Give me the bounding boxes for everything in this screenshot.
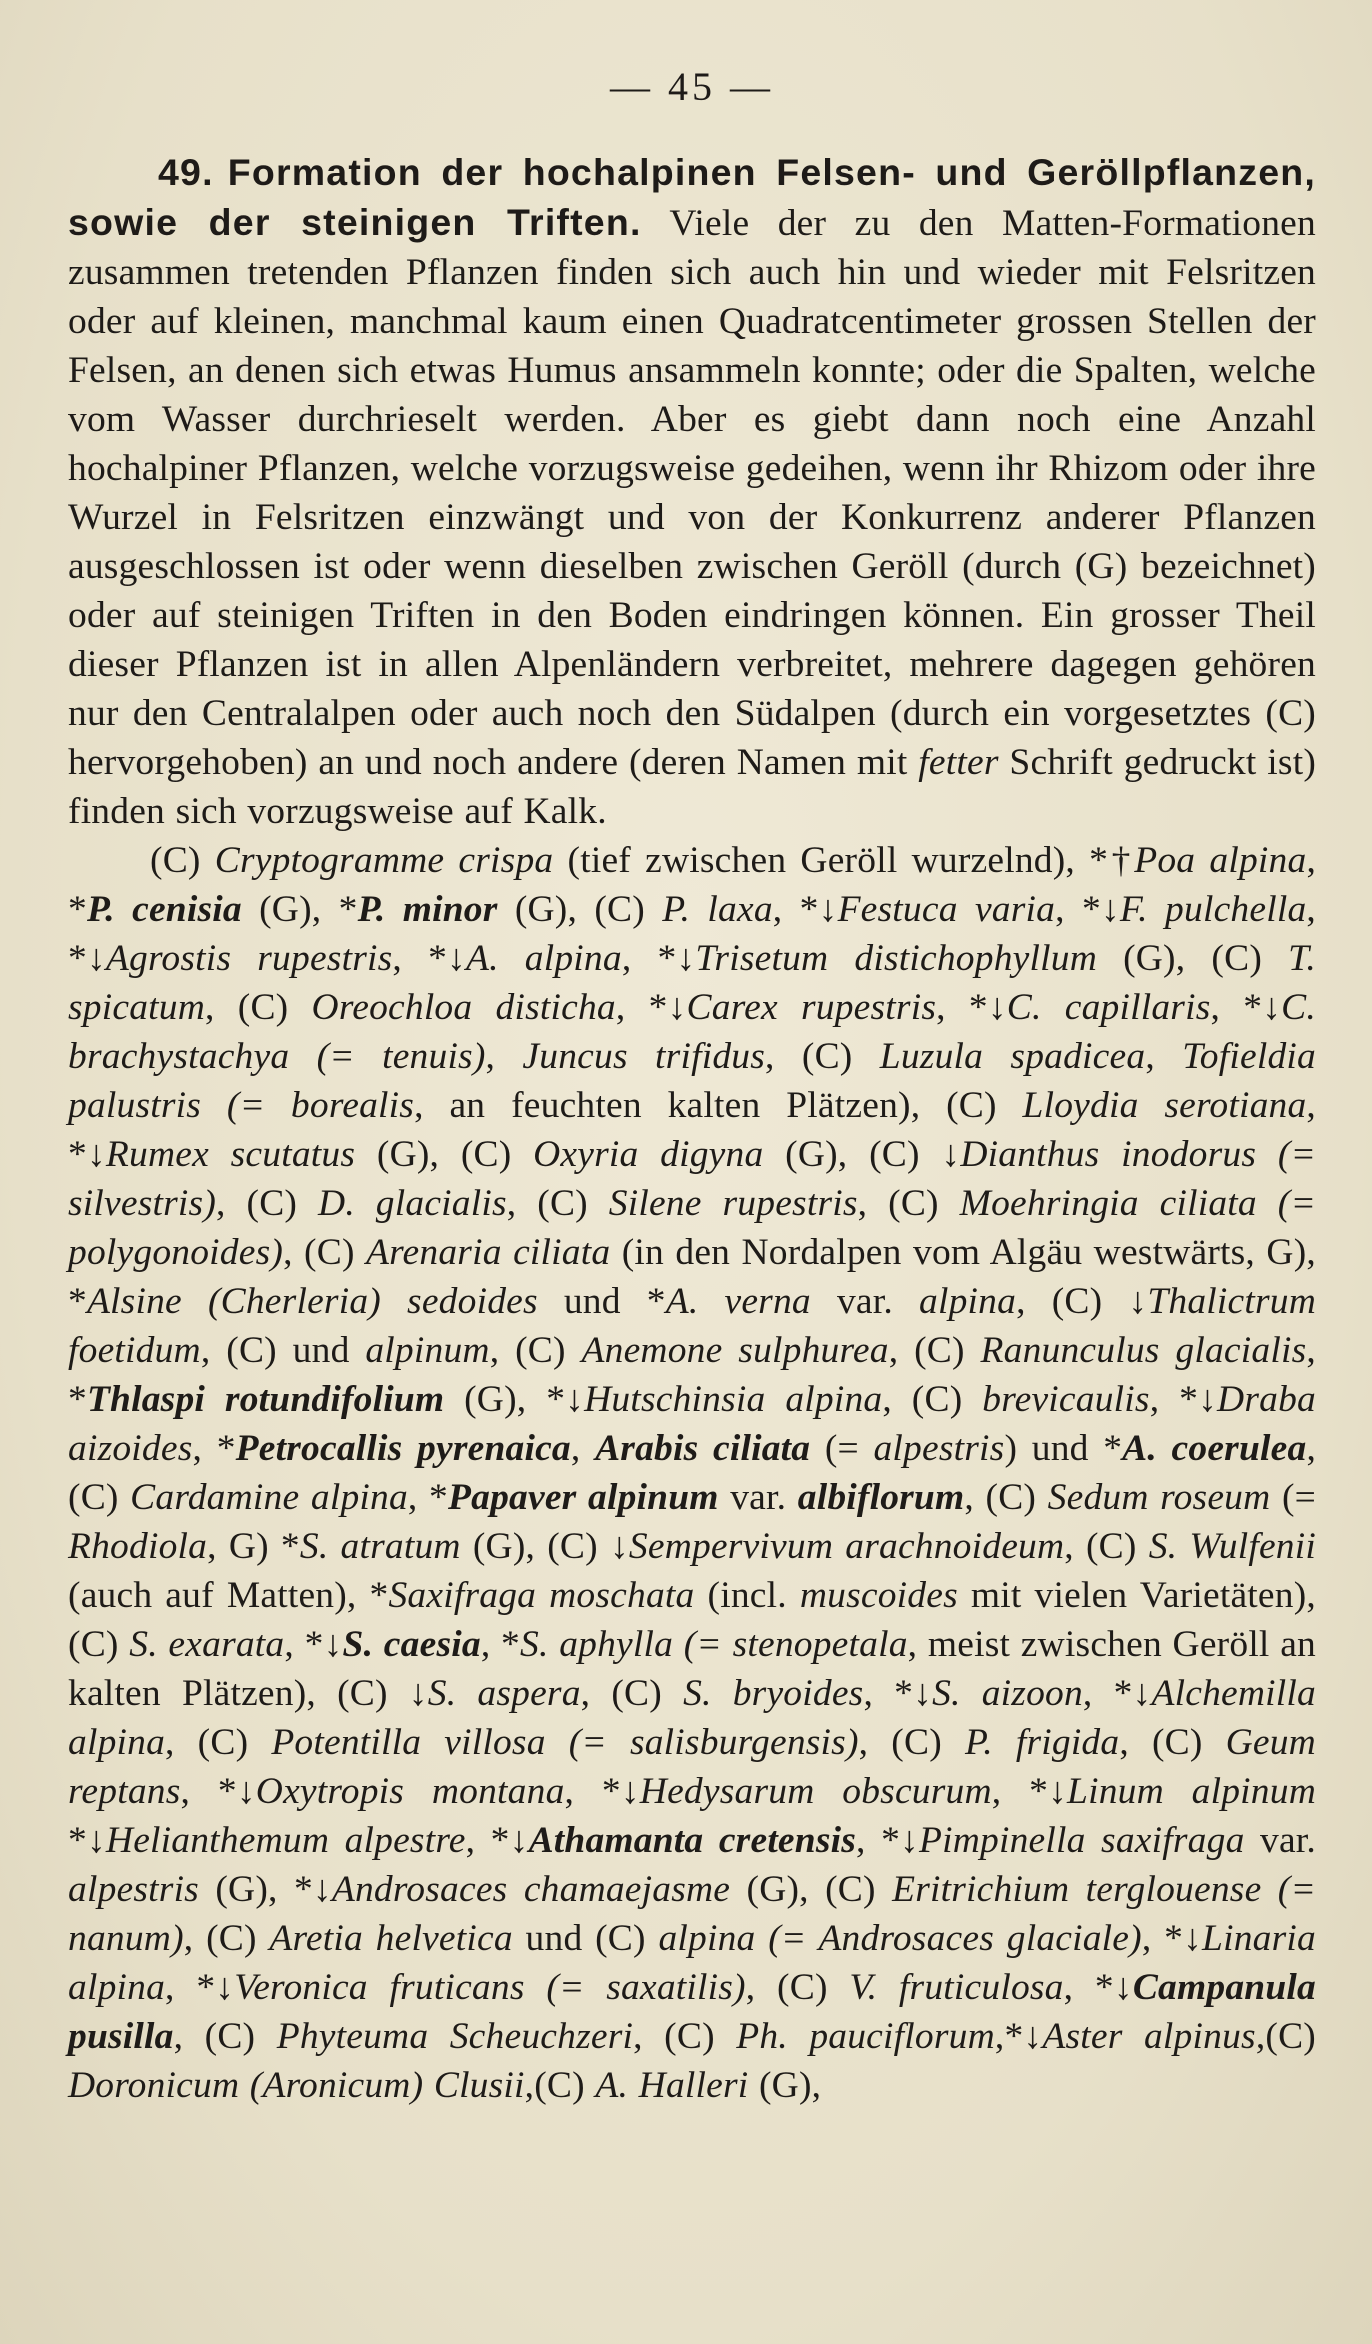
- species-name: Juncus trifidus: [522, 1036, 766, 1077]
- species-text: , *↓: [564, 1771, 640, 1812]
- species-name: S. exarata: [129, 1624, 285, 1665]
- species-text: (G), (C): [497, 889, 663, 930]
- species-text: , *: [192, 1428, 236, 1469]
- species-name: Androsaces chamaejasme: [331, 1869, 731, 1910]
- species-name-bold: Petrocallis pyrenaica: [235, 1428, 571, 1469]
- species-text: , *↓: [936, 987, 1007, 1028]
- species-name: Pimpinella saxifraga: [919, 1820, 1245, 1861]
- species-name: P. frigida: [964, 1722, 1120, 1763]
- species-name: Veronica fruticans (= saxatilis): [234, 1967, 746, 2008]
- species-text: (G), (C) ↓: [763, 1134, 961, 1175]
- species-text: ) und *: [1004, 1428, 1123, 1469]
- species-text: , (C): [888, 1330, 981, 1371]
- species-name: A. alpina: [466, 938, 622, 979]
- species-name-bold: Athamanta cretensis: [528, 1820, 857, 1861]
- species-text: , (C): [68, 1428, 1317, 1518]
- species-name: Helianthemum alpestre: [105, 1820, 466, 1861]
- species-text: , (C): [283, 1232, 367, 1273]
- species-text: , (C): [633, 2016, 737, 2057]
- species-text: , (C): [1064, 1526, 1149, 1567]
- species-text: , *↓: [284, 1624, 343, 1665]
- species-name: Oxytropis montana: [255, 1771, 565, 1812]
- species-name: S. atratum: [299, 1526, 461, 1567]
- species-text: , *↓: [465, 1820, 529, 1861]
- species-text: , (C): [489, 1330, 582, 1371]
- species-name: Cardamine alpina: [130, 1477, 408, 1518]
- species-text: (G), (C): [355, 1134, 534, 1175]
- species-text: , (C): [580, 1673, 684, 1714]
- species-name: Hutschinsia alpina: [584, 1379, 883, 1420]
- species-text: (G),: [748, 2065, 822, 2106]
- species-name: Rhodiola: [68, 1526, 208, 1567]
- species-name-bold: Thlaspi rotundifolium: [86, 1379, 445, 1420]
- species-text: , (C): [165, 1722, 272, 1763]
- species-name: Alchemilla alpina: [68, 1673, 1316, 1763]
- species-text: , *↓: [1210, 987, 1282, 1028]
- species-text: (=: [810, 1428, 874, 1469]
- species-text: , *↓: [621, 938, 696, 979]
- species-text: (G), *↓: [444, 1379, 585, 1420]
- species-name: Hedysarum obscurum: [639, 1771, 992, 1812]
- species-name: S. Wulfenii: [1148, 1526, 1316, 1567]
- species-name: Oreochloa disticha: [311, 987, 616, 1028]
- species-text: , *: [407, 1477, 449, 1518]
- species-name: Ph. pauciflorum: [736, 2016, 995, 2057]
- species-name: Trisetum distichophyllum: [695, 938, 1097, 979]
- species-text: , (C): [964, 1477, 1048, 1518]
- species-name: Sedum roseum: [1047, 1477, 1271, 1518]
- species-name: D. glacialis: [318, 1183, 507, 1224]
- species-name: Agrostis rupestris: [105, 938, 393, 979]
- intro-text-part1: Viele der zu den Matten-Formationen zusammen tretenden Pflanzen finden sich auch hin und wieder mit Felsritzen oder auf kleinen, manchmal kaum einen Quadratcentimeter grossen Stellen der Felsen, an denen sich etwas Humus ansammeln konnte; oder die Spalten, welche vom Wasser durchrieselt werden. Aber es giebt dann noch eine Anzahl hochalpiner Pflanzen, welche vorzugsweise gedeihen, wenn ihr Rhizom oder ihre Wurzel in Felsritzen einzwängt und von der Konkurrenz anderer Pflanzen ausgeschlossen ist oder wenn dieselben zwischen Geröll (durch (G) bezeichnet) oder auf steinigen Triften in den Boden eindringen können. Ein grosser Theil dieser Pflanzen ist in allen Alpenländern verbreitet, mehrere dagegen gehören nur den Centralalpen oder auch noch den Südalpen (durch ein vorgesetztes (C) hervorgehoben) an und noch andere (deren Namen mit: [68, 203, 1316, 783]
- species-name: Ranunculus glacialis: [980, 1330, 1307, 1371]
- species-name: S. aphylla (= stenopetala: [520, 1624, 908, 1665]
- species-text: , *↓: [1149, 1379, 1218, 1420]
- species-text: (incl.: [694, 1575, 800, 1616]
- species-name: Arenaria ciliata: [366, 1232, 611, 1273]
- species-text: ,: [1145, 1036, 1183, 1077]
- species-text: var.: [718, 1477, 798, 1518]
- species-name: muscoides: [799, 1575, 958, 1616]
- species-name: Poa alpina: [1134, 840, 1307, 881]
- species-text: , *↓: [991, 1771, 1068, 1812]
- species-text: var.: [810, 1281, 920, 1322]
- species-name: S. aizoon: [932, 1673, 1083, 1714]
- species-text: (=: [1270, 1477, 1317, 1518]
- species-name: A. Halleri: [595, 2065, 749, 2106]
- species-name: C. capillaris: [1006, 987, 1211, 1028]
- species-text: (G), (C): [1096, 938, 1289, 979]
- species-text: ,: [570, 1428, 596, 1469]
- species-name: Festuca varia: [837, 889, 1056, 930]
- species-text: , *↓: [1141, 1918, 1203, 1959]
- species-text: ,(C): [1255, 2016, 1316, 2057]
- species-text: , *↓: [772, 889, 838, 930]
- species-text: *↓: [68, 1820, 106, 1861]
- species-name: S. aspera: [427, 1673, 581, 1714]
- species-text: , (C): [173, 2016, 277, 2057]
- species-name: Saxifraga moschata: [388, 1575, 695, 1616]
- species-text: (G), *↓: [198, 1869, 332, 1910]
- species-list: [68, 836, 1316, 2110]
- species-text: mit vielen Varietäten), (C): [68, 1575, 1316, 1665]
- species-name: Doronicum (Aronicum) Clusii: [68, 2065, 525, 2106]
- page-number: — 45 —: [610, 64, 774, 109]
- section-number: 49.: [158, 151, 214, 193]
- species-text: , (C) ↓: [1016, 1281, 1148, 1322]
- intro-fetter: fetter: [918, 742, 999, 783]
- species-name: alpina (= Androsaces glaciale): [658, 1918, 1142, 1959]
- species-text: , *↓: [180, 1771, 256, 1812]
- species-text: (auch auf Matten), *: [68, 1575, 389, 1616]
- species-name: Silene rupestris: [608, 1183, 858, 1224]
- species-name-bold: P. cenisia: [86, 889, 242, 930]
- species-name: Tofieldia palustris (= borealis: [68, 1036, 1316, 1126]
- species-name: Moehringia ciliata (= polygonoides): [68, 1183, 1316, 1273]
- intro-text-part2: Schrift gedruckt ist) finden sich vorzugsweise auf Kalk.: [68, 742, 1317, 832]
- species-name: V. fruticulosa: [849, 1967, 1064, 2008]
- species-text: , *↓: [68, 889, 1316, 979]
- species-text: var.: [1244, 1820, 1316, 1861]
- species-name: alpestris: [873, 1428, 1005, 1469]
- species-name: Rumex scutatus: [105, 1134, 356, 1175]
- species-text: , *↓: [863, 1673, 933, 1714]
- species-name: Potentilla villosa (= salisburgensis): [271, 1722, 859, 1763]
- species-name: alpestris: [68, 1869, 199, 1910]
- species-text: , *↓: [1063, 1967, 1133, 2008]
- species-name: Phyteuma Scheuchzeri: [276, 2016, 634, 2057]
- species-name: Anemone sulphurea: [581, 1330, 889, 1371]
- species-text: , (C): [858, 1722, 965, 1763]
- species-text: , *↓: [68, 1085, 1316, 1175]
- species-text: , (C): [857, 1183, 960, 1224]
- species-text: ,(C): [524, 2065, 596, 2106]
- species-text: und (C): [512, 1918, 659, 1959]
- species-name-bold: albiflorum: [797, 1477, 965, 1518]
- species-name-bold: P. minor: [357, 889, 498, 930]
- species-name: Sempervivum arachnoideum: [628, 1526, 1065, 1567]
- species-name: Linaria alpina: [68, 1918, 1316, 2008]
- species-text: ,*↓: [994, 2016, 1043, 2057]
- species-name: Carex rupestris: [686, 987, 937, 1028]
- species-text: , (C): [506, 1183, 609, 1224]
- species-name-bold: Papaver alpinum: [448, 1477, 719, 1518]
- species-text: (G), (C): [730, 1869, 893, 1910]
- species-name: C. brachystachya (= tenuis): [68, 987, 1316, 1077]
- species-name: Luzula spadicea: [879, 1036, 1146, 1077]
- species-name: A. verna: [665, 1281, 811, 1322]
- section-title: Formation der hochalpinen Felsen- und Geröllpflanzen, sowie der steinigen Triften.: [68, 151, 1316, 243]
- species-name: Dianthus inodorus (= silvestris): [68, 1134, 1317, 1224]
- species-text: , (C): [882, 1379, 983, 1420]
- species-text: , *↓: [1082, 1673, 1152, 1714]
- species-name: Linum alpinum: [1067, 1771, 1316, 1812]
- species-text: (G), (C) ↓: [460, 1526, 629, 1567]
- species-name: alpinum: [365, 1330, 490, 1371]
- species-name-bold: Arabis ciliata: [595, 1428, 811, 1469]
- species-name: Draba aizoides: [68, 1379, 1316, 1469]
- species-name: Aster alpinus: [1042, 2016, 1256, 2057]
- species-text: , (C): [1119, 1722, 1226, 1763]
- species-name: Cryptogramme crispa: [214, 840, 554, 881]
- species-text: , *: [68, 1330, 1316, 1420]
- species-text: (tief zwischen Geröll wurzelnd), *†: [553, 840, 1135, 881]
- species-name: P. laxa: [662, 889, 773, 930]
- species-name: Geum reptans: [68, 1722, 1316, 1812]
- species-text: (in den Nordalpen vom Algäu westwärts, G), *: [68, 1232, 1316, 1322]
- species-text: ,: [485, 1036, 523, 1077]
- species-text: , (C) und: [200, 1330, 366, 1371]
- species-text: , G) *: [207, 1526, 300, 1567]
- species-name-bold: S. caesia: [342, 1624, 481, 1665]
- species-text: und *: [537, 1281, 666, 1322]
- species-name: brevicaulis: [982, 1379, 1150, 1420]
- species-text: , an feuchten kalten Plätzen), (C): [414, 1085, 1023, 1126]
- species-name: Aretia helvetica: [269, 1918, 513, 1959]
- species-text: (G), *: [241, 889, 358, 930]
- main-text: [68, 148, 1316, 2110]
- species-text: , (C): [205, 987, 312, 1028]
- species-name-bold: Campanula pusilla: [68, 1967, 1316, 2057]
- species-name: Thalictrum foetidum: [68, 1281, 1317, 1371]
- species-name: Alsine (Cherleria) sedoides: [86, 1281, 538, 1322]
- species-text: , *: [68, 840, 1317, 930]
- species-name: S. bryoides: [683, 1673, 864, 1714]
- species-text: , meist zwischen Geröll an kalten Plätzen), (C) ↓: [68, 1624, 1316, 1714]
- species-text: , *↓: [856, 1820, 920, 1861]
- species-name: Oxyria digyna: [533, 1134, 764, 1175]
- intro-paragraph: [68, 148, 1316, 836]
- species-text: , (C): [765, 1036, 880, 1077]
- species-name: Lloydia serotiana: [1022, 1085, 1307, 1126]
- species-name-bold: A. coerulea: [1122, 1428, 1307, 1469]
- species-text: , *↓: [1055, 889, 1120, 930]
- species-text: , *: [480, 1624, 521, 1665]
- species-name: alpina: [919, 1281, 1017, 1322]
- species-name: Eritrichium terglouense (= nanum): [68, 1869, 1316, 1959]
- species-text: , (C): [745, 1967, 850, 2008]
- species-text: , (C): [183, 1918, 270, 1959]
- species-text: , *↓: [615, 987, 687, 1028]
- species-text: , *↓: [165, 1967, 235, 2008]
- species-name: F. pulchella: [1119, 889, 1307, 930]
- species-text: (C): [150, 840, 215, 881]
- species-text: , (C): [216, 1183, 319, 1224]
- species-name: T. spicatum: [68, 938, 1316, 1028]
- species-text: , *↓: [392, 938, 466, 979]
